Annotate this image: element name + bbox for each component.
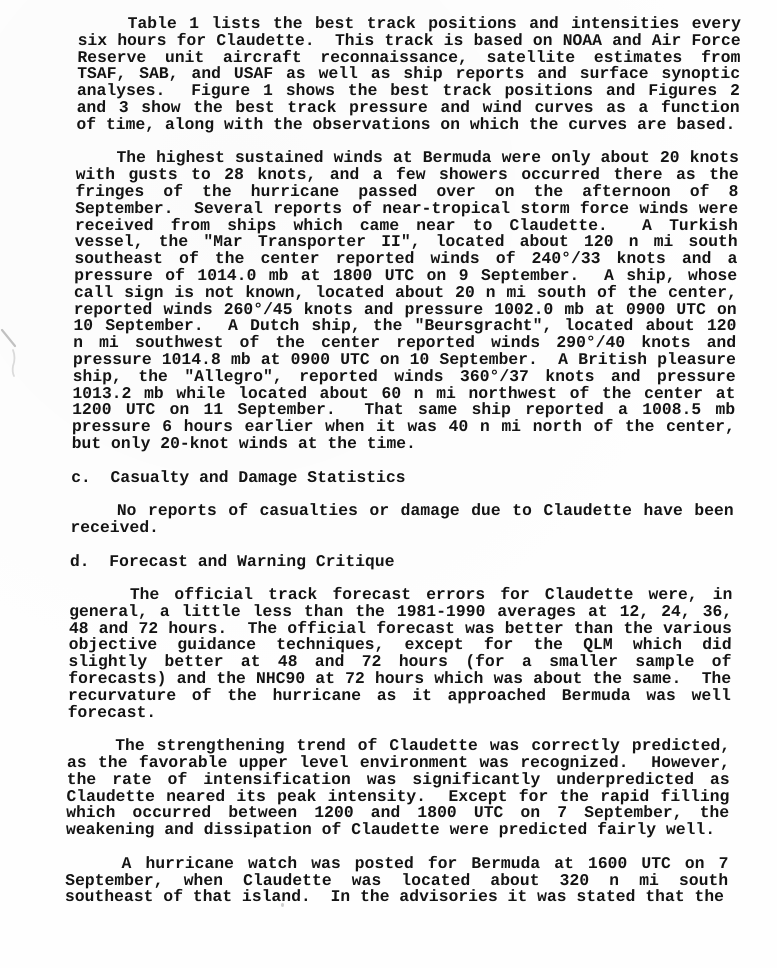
text-line: 48 and 72 hours. The official forecast was better than the various	[68, 618, 733, 638]
text-line: TSAF, SAB, and USAF as well as ship reports and surface synoptic	[77, 64, 741, 84]
text-line: Reserve unit aircraft reconnaissance, satellite estimates from	[77, 47, 741, 67]
text-line: September. Several reports of near-tropical storm force winds were	[75, 198, 739, 218]
text-line: ship, the "Allegro", reported winds 360°/37 knots and pressure	[72, 366, 736, 386]
text-line: call sign is not known, located about 20 n mi south of the center,	[73, 282, 738, 302]
paragraph	[68, 587, 733, 721]
paragraph	[76, 16, 741, 134]
text-line: but only 20-knot winds at the time.	[71, 433, 417, 453]
text-line: recurvature of the hurricane as it approached Bermuda was well	[67, 685, 732, 705]
text-line: reported winds 260°/45 knots and pressure 1002.0 mb at 0900 UTC on	[73, 299, 737, 319]
stray-pencil-mark	[0, 322, 28, 382]
text-line: of time, along with the observations on which the curves are based.	[76, 114, 736, 134]
text-line: southeast of that island. In the advisories it was stated that the	[64, 887, 725, 907]
paragraph	[64, 853, 729, 907]
text-line: southeast of the center reported winds of 240°/33 knots and a	[74, 249, 738, 269]
text-line: 1013.2 mb while located about 60 n mi northwest of the center at	[72, 383, 736, 403]
text-line: 10 September. A Dutch ship, the "Beursgracht", located about 120	[73, 316, 737, 336]
text-line: six hours for Claudette. This track is based on NOAA and Air Force	[77, 30, 741, 50]
text-line: A hurricane watch was posted for Bermuda at 1600 UTC on 7	[65, 853, 729, 873]
text-line: No reports of casualties or damage due to Claudette have been	[70, 501, 734, 521]
section-heading	[69, 551, 733, 571]
document-page-content	[65, 16, 741, 906]
text-line: The highest sustained winds at Bermuda were only about 20 knots	[75, 148, 740, 168]
text-line: vessel, the "Mar Transporter II", located about 120 n mi south	[74, 232, 738, 252]
text-line: received.	[70, 517, 160, 537]
text-line: forecast.	[67, 702, 157, 722]
text-line: forecasts) and the NHC90 at 72 hours which was about the same. The	[68, 669, 732, 689]
text-line: 1200 UTC on 11 September. That same ship reported a 1008.5 mb	[72, 400, 736, 420]
text-line: pressure 6 hours earlier when it was 40 n mi north of the center,	[71, 417, 736, 437]
text-line: which occurred between 1200 and 1800 UTC on 7 September, the	[66, 803, 730, 823]
text-line: n mi southwest of the center reported winds 290°/40 knots and	[73, 333, 737, 353]
text-line: Claudette neared its peak intensity. Except for the rapid filling	[66, 786, 730, 806]
text-line: analyses. Figure 1 shows the best track positions and Figures 2	[76, 81, 741, 101]
text-line: the rate of intensification was significantly underpredicted as	[66, 769, 730, 789]
text-line: weakening and dissipation of Claudette were predicted fairly well.	[65, 820, 716, 840]
section-heading	[71, 467, 734, 487]
text-line: slightly better at 48 and 72 hours (for a smaller sample of	[68, 652, 732, 672]
paragraph	[72, 150, 739, 452]
text-line: The strengthening trend of Claudette was correctly predicted,	[67, 736, 731, 756]
text-line: d. Forecast and Warning Critique	[69, 551, 395, 571]
text-line: pressure of 1014.0 mb at 1800 UTC on 9 September. A ship, whose	[74, 265, 738, 285]
text-line: September, when Claudette was located about 320 n mi south	[65, 870, 729, 890]
text-line: received from ships which came near to Claudette. A Turkish	[74, 215, 739, 235]
text-line: The official track forecast errors for Claudette were, in	[69, 585, 733, 605]
text-line: general, a little less than the 1981-1990 averages at 12, 24, 36,	[69, 601, 733, 621]
paragraph	[66, 738, 730, 839]
text-line: fringes of the hurricane passed over on the afternoon of 8	[75, 181, 739, 201]
text-line: as the favorable upper level environment was recognized. However,	[66, 753, 731, 773]
text-line: with gusts to 28 knots, and a few showers occurred there as the	[75, 165, 739, 185]
text-line: c. Casualty and Damage Statistics	[71, 467, 406, 487]
text-line: and 3 show the best track pressure and wind curves as a function	[76, 97, 740, 117]
text-line: pressure 1014.8 mb at 0900 UTC on 10 September. A British pleasure	[72, 349, 737, 369]
text-line: Table 1 lists the best track positions and intensities every	[77, 14, 742, 33]
text-line: objective guidance techniques, except for the QLM which did	[68, 635, 732, 655]
paragraph	[70, 503, 733, 537]
